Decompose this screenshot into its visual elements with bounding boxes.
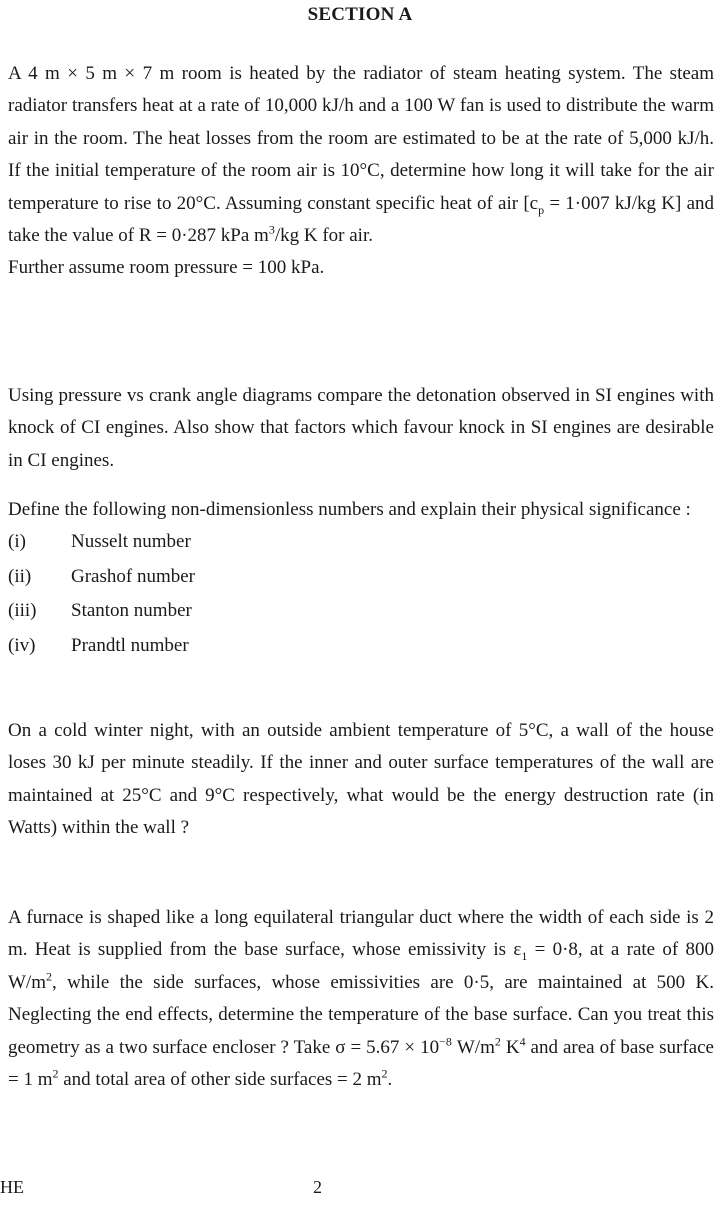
- question-text: On a cold winter night, with an outside ambient temperature of 5°C, a wall of the house loses 30 kJ per minute steadily. If the inner and outer surface temperatures of the wall are maintained at 25°C and 9°C respectively, what would be the energy destruction rate (in Watts) within the wall ?: [8, 720, 714, 839]
- list-item: [8, 629, 714, 664]
- section-title: SECTION A: [307, 4, 413, 25]
- list-item-label: Stanton number: [71, 600, 192, 621]
- list-item: [8, 594, 714, 629]
- text-run: , while the side surfaces, whose emissivities are 0·5, are maintained at 500 K. Neglecting the end effects, determine the temperature of the base surface. Can you treat this geometry as a two surface encloser ? Take σ = 5.67 × 10: [8, 971, 714, 1058]
- question-text: Using pressure vs crank angle diagrams compare the detonation observed in SI engines with knock of CI engines. Also show that factors which favour knock in SI engines are desirable in CI engines.: [8, 385, 714, 471]
- superscript: 4: [519, 1034, 526, 1049]
- text-run: K: [500, 1036, 520, 1058]
- question-dimensionless-numbers: [8, 496, 714, 663]
- text-run: .: [387, 1069, 393, 1091]
- list-item-label: Grashof number: [71, 565, 195, 587]
- text-run: and total area of other side surfaces = 2 m: [58, 1069, 382, 1091]
- text-run: /kg K for air.: [274, 225, 373, 247]
- question-text: [8, 902, 714, 1096]
- subscript: 1: [521, 949, 528, 964]
- superscript: 2: [46, 969, 52, 984]
- question-text-line2: Further assume room pressure = 100 kPa.: [8, 257, 325, 279]
- text-run: and area of base surface = 1 m: [8, 1036, 714, 1091]
- list-item-number: (ii): [8, 565, 32, 587]
- text-run: W/m: [451, 1036, 495, 1058]
- question-detonation-knock: [8, 380, 714, 477]
- text-run: A furnace is shaped like a long equilateral triangular duct where the width of each side is 2 m. Heat is supplied from the base surface, whose emissivity is ε: [8, 907, 714, 961]
- superscript: 2: [52, 1066, 59, 1081]
- list-item-label: Nusselt number: [71, 531, 191, 552]
- list-item: [8, 560, 714, 595]
- text-run: = 0·8, at a rate of 800 W/m: [8, 939, 714, 993]
- list-item-number: (i): [8, 531, 26, 552]
- superscript: 2: [494, 1034, 501, 1049]
- numbers-list: [8, 525, 714, 663]
- question-room-heating: [8, 58, 714, 285]
- subscript: p: [538, 202, 545, 217]
- question-wall-energy-destruction: [8, 715, 714, 845]
- question-text: [8, 58, 714, 252]
- superscript: −8: [439, 1034, 452, 1049]
- list-item-number: (iv): [8, 634, 36, 656]
- text-run: A 4 m × 5 m × 7 m room is heated by the radiator of steam heating system. The steam radiator transfers heat at a rate of 10,000 kJ/h and a 100 W fan is used to distribute the warm air in the room. The heat losses from the room are estimated to be at the rate of 5,000 kJ/h. If the initial temperature of the room air is 10°C, determine how long it will take for the air temperature to rise to 20°C. Assuming constant specific heat of air [c: [8, 63, 714, 214]
- footer-code: HE: [0, 1177, 24, 1197]
- superscript: 2: [381, 1066, 388, 1081]
- list-item-number: (iii): [8, 600, 37, 621]
- superscript: 3: [268, 222, 275, 237]
- text-run: = 1·007 kJ/kg K] and take the value of R = 0·287 kPa m: [8, 192, 715, 247]
- list-item-label: Prandtl number: [71, 634, 189, 656]
- question-intro: Define the following non-dimensionless numbers and explain their physical significance :: [8, 499, 691, 520]
- list-item: [8, 525, 714, 560]
- page-number: 2: [313, 1177, 322, 1197]
- question-furnace-radiation: [8, 902, 714, 1096]
